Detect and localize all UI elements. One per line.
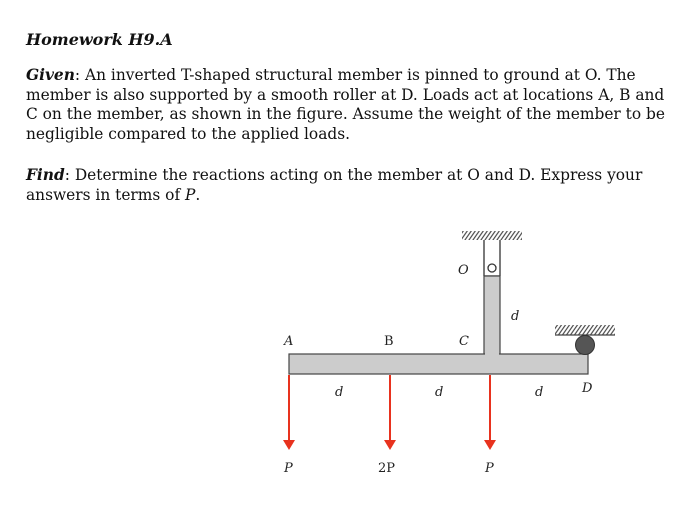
label-b: B bbox=[384, 334, 394, 349]
label-d: D bbox=[582, 381, 593, 396]
label-o: O bbox=[458, 263, 469, 278]
pin-o bbox=[488, 264, 496, 272]
load-arrow-c-head bbox=[484, 440, 496, 450]
load-arrow-a-head bbox=[283, 440, 295, 450]
member-bar bbox=[289, 354, 588, 374]
load-label-a: P bbox=[284, 461, 293, 476]
find-variable: P bbox=[185, 185, 196, 204]
find-separator: : bbox=[64, 166, 75, 184]
dim-label-cd: d bbox=[535, 385, 544, 400]
pin-ground-hatch bbox=[462, 231, 522, 240]
find-text: Determine the reactions acting on the member at O and D. Express your answers in terms of bbox=[26, 166, 643, 204]
given-text: An inverted T-shaped structural member is pinned to ground at O. The member is also supported by a smooth roller at D. Loads act at locations A, B and C on the member, as shown in the figure. Assume the weight of the member to be negligible compared to the applied loads. bbox=[26, 66, 665, 143]
roller-d bbox=[576, 336, 595, 355]
dim-label-bc: d bbox=[435, 385, 444, 400]
dim-label-vertical: d bbox=[511, 309, 520, 324]
load-label-b: 2P bbox=[378, 461, 396, 476]
label-c: C bbox=[459, 334, 469, 349]
load-label-c: P bbox=[485, 461, 494, 476]
homework-title: Homework H9.A bbox=[26, 30, 173, 49]
find-text-end: . bbox=[195, 185, 201, 204]
label-a: A bbox=[284, 334, 294, 349]
roller-ground-hatch bbox=[555, 325, 615, 335]
given-label: Given bbox=[26, 66, 75, 84]
load-arrow-b-head bbox=[384, 440, 396, 450]
dim-label-ab: d bbox=[335, 385, 344, 400]
given-separator: : bbox=[74, 66, 85, 84]
member-stem bbox=[484, 276, 500, 355]
find-label: Find bbox=[26, 166, 65, 184]
